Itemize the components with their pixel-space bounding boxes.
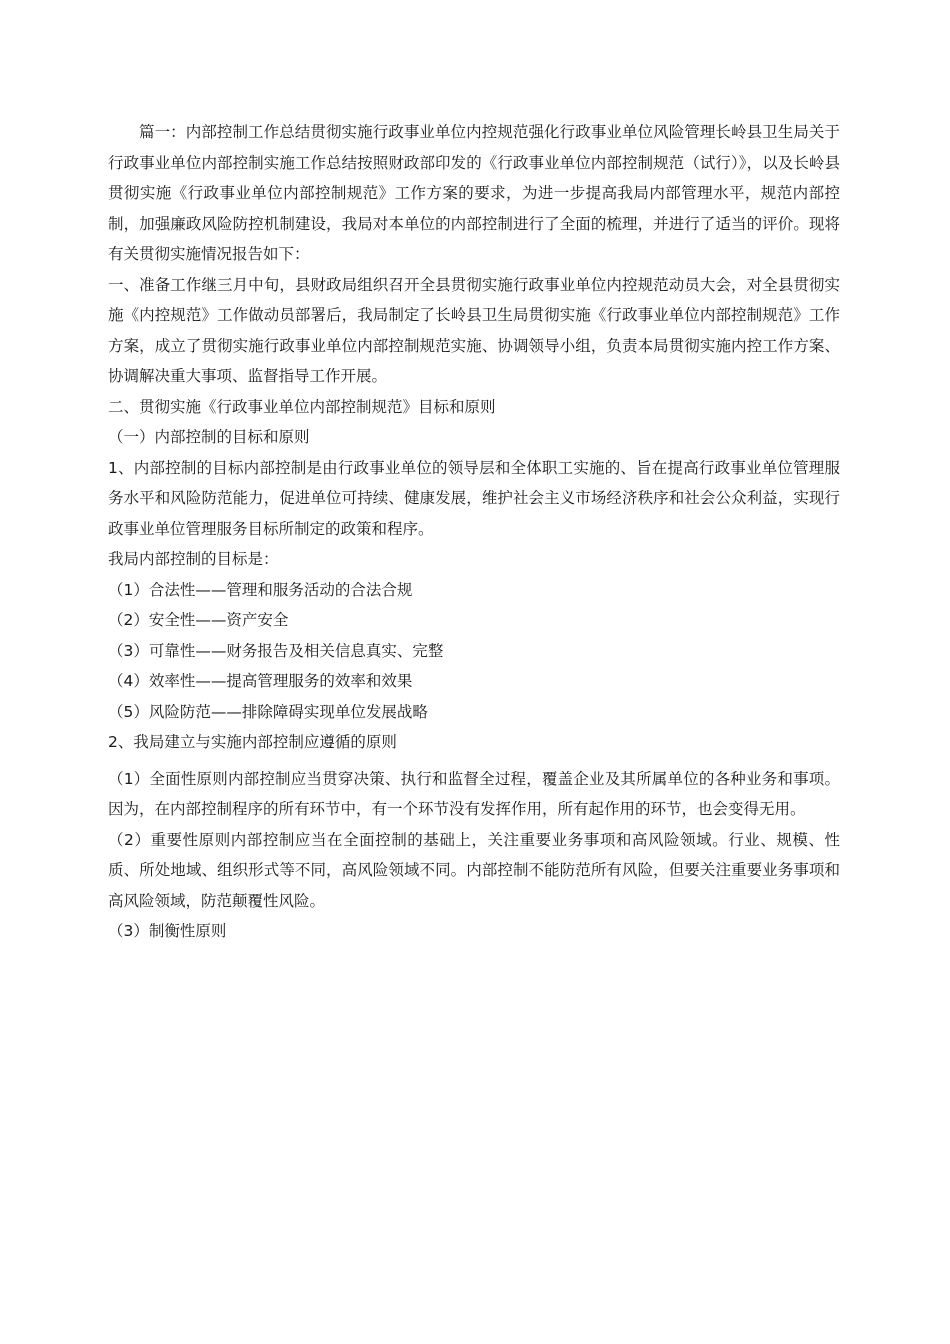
principle-checks-balances-line: （3）制衡性原则	[108, 922, 227, 940]
document-body	[108, 117, 840, 947]
subsection-heading-goals-principles: （一）内部控制的目标和原则	[108, 428, 310, 446]
goal-item-legality: （1）合法性——管理和服务活动的合法合规	[108, 580, 413, 599]
goal-item-efficiency: （4）效率性——提高管理服务的效率和效果	[108, 672, 413, 690]
goals-intro-line: 我局内部控制的目标是：	[108, 550, 279, 568]
section-heading-goals: 二、贯彻实施《行政事业单位内部控制规范》目标和原则	[108, 397, 496, 416]
principles-heading: 2、我局建立与实施内部控制应遵循的原则	[108, 733, 397, 751]
goal-item-risk-prevention: （5）风险防范——排除障碍实现单位发展战略	[108, 702, 428, 721]
section-preparation-paragraph: 一、准备工作继三月中旬，县财政局组织召开全县贯彻实施行政事业单位内控规范动员大会，对全县贯彻实施《内控规范》工作做动员部署后，我局制定了长岭县卫生局贯彻实施《行政事业单位内部控制规范》工作方案，成立了贯彻实施行政事业单位内部控制规范实施、协调领导小组，负责本局贯彻实施内控工作方案、协调解决重大事项、监督指导工作开展。	[108, 275, 840, 385]
goal-item-reliability: （3）可靠性——财务报告及相关信息真实、完整	[108, 641, 444, 660]
intro-paragraph: 篇一：内部控制工作总结贯彻实施行政事业单位内控规范强化行政事业单位风险管理长岭县卫生局关于行政事业单位内部控制实施工作总结按照财政部印发的《行政事业单位内部控制规范（试行）》，以及长岭县贯彻实施《行政事业单位内部控制规范》工作方案的要求，为进一步提高我局内部管理水平，规范内部控制，加强廉政风险防控机制建设，我局对本单位的内部控制进行了全面的梳理，并进行了适当的评价。现将有关贯彻实施情况报告如下：	[108, 123, 840, 263]
goal-item-safety: （2）安全性——资产安全	[108, 611, 289, 629]
principle-importance-paragraph: （2）重要性原则内部控制应当在全面控制的基础上，关注重要业务事项和高风险领域。行业、规模、性质、所处地域、组织形式等不同，高风险领域不同。内部控制不能防范所有风险，但要关注重要业务事项和高风险领域，防范颠覆性风险。	[108, 830, 840, 910]
goals-definition-paragraph: 1、内部控制的目标内部控制是由行政事业单位的领导层和全体职工实施的、旨在提高行政事业单位管理服务水平和风险防范能力，促进单位可持续、健康发展，维护社会主义市场经济秩序和社会公众利益，实现行政事业单位管理服务目标所制定的政策和程序。	[108, 458, 840, 538]
principle-comprehensive-paragraph: （1）全面性原则内部控制应当贯穿决策、执行和监督全过程，覆盖企业及其所属单位的各种业务和事项。因为，在内部控制程序的所有环节中，有一个环节没有发挥作用，所有起作用的环节，也会变得无用。	[108, 769, 840, 818]
